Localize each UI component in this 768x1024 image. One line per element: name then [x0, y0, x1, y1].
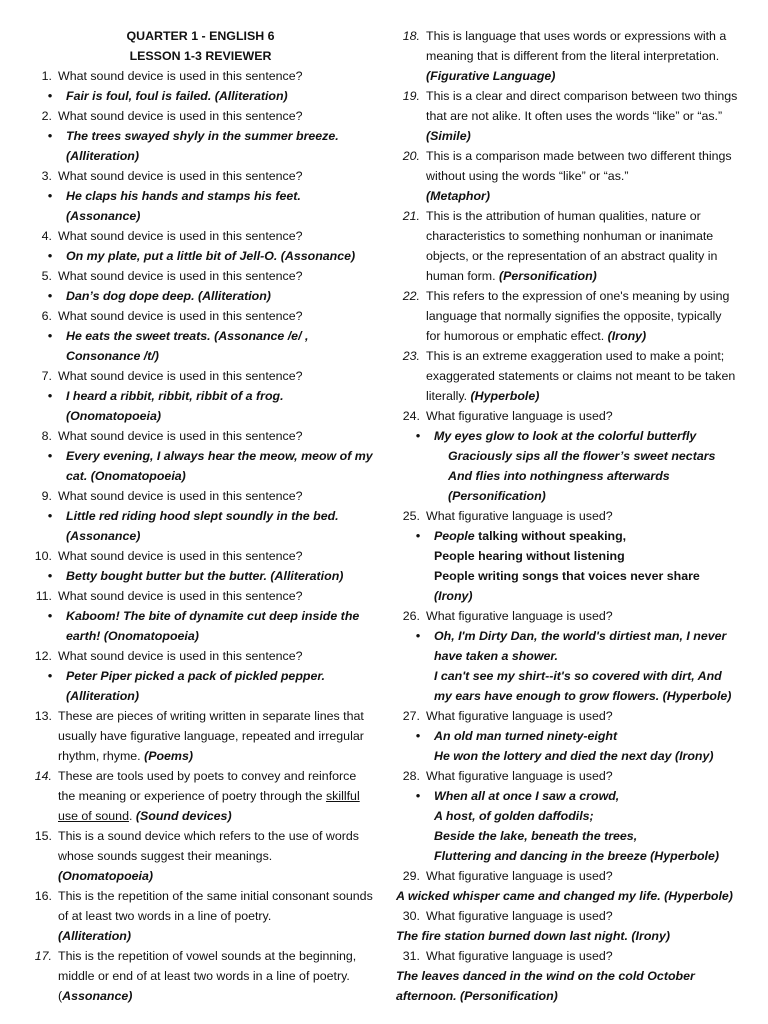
bullet-icon: • [47, 289, 53, 303]
item-number: 20. [402, 149, 420, 163]
question-12 [28, 646, 373, 666]
definition-text: These are tools used by poets to convey and reinforce the meaning or experience of poetry through the [58, 769, 357, 803]
definition-answer: (Personification) [499, 269, 597, 283]
answer-5 [28, 286, 373, 306]
item-number: 13. [34, 709, 52, 723]
definition-19 [396, 86, 738, 146]
item-number: 5. [41, 269, 52, 283]
item-number: 3. [41, 169, 52, 183]
bullet-icon: • [415, 629, 421, 643]
poem-word: People [434, 529, 475, 543]
item-number: 24. [402, 409, 420, 423]
period: . [128, 809, 133, 823]
question-text: What sound device is used in this sentence? [58, 309, 303, 323]
question-11 [28, 586, 373, 606]
item-number: 25. [402, 509, 420, 523]
poem-line: Fluttering and dancing in the breeze (Hyperbole) [434, 849, 720, 863]
question-text: What sound device is used in this sentence? [58, 549, 303, 563]
answer-4 [28, 246, 373, 266]
bullet-icon: • [415, 789, 421, 803]
item-number: 29. [402, 869, 420, 883]
page-title: QUARTER 1 - ENGLISH 6 [126, 29, 275, 43]
bullet-icon: • [47, 389, 53, 403]
bullet-icon: • [47, 669, 53, 683]
item-number: 31. [402, 949, 420, 963]
question-7 [28, 366, 373, 386]
question-1 [28, 66, 373, 86]
question-text: What sound device is used in this sentence? [58, 489, 303, 503]
item-number: 2. [41, 109, 52, 123]
definition-text: This is a clear and direct comparison between two things that are not alike. It often uses the words “like” or “as.” [426, 89, 738, 123]
example-sentence: I heard a ribbit, ribbit, ribbit of a frog. (Onomatopoeia) [66, 389, 284, 423]
poem-line: Oh, I'm Dirty Dan, the world's dirtiest man, I never have taken a shower. [434, 629, 727, 663]
definition-answer: (Figurative Language) [426, 69, 556, 83]
item-number: 10. [34, 549, 52, 563]
example-sentence: On my plate, put a little bit of Jell-O. (Assonance) [66, 249, 356, 263]
bullet-icon: • [47, 129, 53, 143]
question-text: What sound device is used in this sentence? [58, 169, 303, 183]
question-text: What sound device is used in this sentence? [58, 649, 303, 663]
example-sentence: He claps his hands and stamps his feet. (Assonance) [66, 189, 301, 223]
item-number: 23. [402, 349, 420, 363]
example-sentence: He eats the sweet treats. (Assonance /e/ , Consonance /t/) [66, 329, 309, 363]
bullet-icon: • [47, 609, 53, 623]
definition-text: This is an extreme exaggeration used to make a point; exaggerated statements or claims not meant to be taken literally. [426, 349, 736, 403]
question-31 [396, 946, 738, 966]
question-24 [396, 406, 738, 426]
definition-text: This is the repetition of the same initial consonant sounds of at least two words in a line of poetry. [58, 889, 373, 923]
poem-27 [396, 726, 738, 766]
poem-line: People hearing without listening [434, 549, 625, 563]
question-text: What sound device is used in this sentence? [58, 429, 303, 443]
answer-6 [28, 326, 373, 366]
item-number: 17. [34, 949, 52, 963]
definition-answer: (Onomatopoeia) [58, 869, 153, 883]
question-3 [28, 166, 373, 186]
bullet-icon: • [47, 329, 53, 343]
example-sentence: Little red riding hood slept soundly in the bed. (Assonance) [66, 509, 339, 543]
question-2 [28, 106, 373, 126]
question-10 [28, 546, 373, 566]
poem-line: talking without speaking, [478, 529, 627, 543]
bullet-icon: • [47, 569, 53, 583]
example-sentence: Dan’s dog dope deep. (Alliteration) [66, 289, 271, 303]
item-number: 30. [402, 909, 420, 923]
bullet-icon: • [47, 509, 53, 523]
item-number: 14. [34, 769, 52, 783]
statement-30: The fire station burned down last night. (Irony) [396, 929, 670, 943]
example-sentence: Kaboom! The bite of dynamite cut deep inside the earth! (Onomatopoeia) [66, 609, 360, 643]
definition-answer: Assonance) [62, 989, 133, 1003]
definition-text: This is language that uses words or expressions with a meaning that is different from the literal interpretation. [426, 29, 727, 63]
answer-12 [28, 666, 373, 706]
question-text: What figurative language is used? [426, 409, 613, 423]
question-text: What figurative language is used? [426, 509, 613, 523]
question-text: What figurative language is used? [426, 609, 613, 623]
example-sentence: The trees swayed shyly in the summer breeze. (Alliteration) [66, 129, 339, 163]
definition-answer: (Hyperbole) [470, 389, 540, 403]
definition-text: This is a sound device which refers to the use of words whose sounds suggest their meanings. [58, 829, 359, 863]
question-4 [28, 226, 373, 246]
question-text: What sound device is used in this sentence? [58, 229, 303, 243]
question-text: What sound device is used in this sentence? [58, 269, 303, 283]
bullet-icon: • [415, 529, 421, 543]
question-29 [396, 866, 738, 886]
answer-3 [28, 186, 373, 226]
bullet-icon: • [415, 429, 421, 443]
definition-13 [28, 706, 373, 766]
definition-answer: (Simile) [426, 129, 471, 143]
definition-22 [396, 286, 738, 346]
definition-18 [396, 26, 738, 86]
item-number: 12. [34, 649, 52, 663]
page-subtitle: LESSON 1-3 REVIEWER [129, 49, 272, 63]
definition-21 [396, 206, 738, 286]
item-number: 19. [402, 89, 420, 103]
example-sentence: Every evening, I always hear the meow, meow of my cat. (Onomatopoeia) [66, 449, 373, 483]
definition-answer: (Sound devices) [135, 809, 232, 823]
definition-14 [28, 766, 373, 826]
question-5 [28, 266, 373, 286]
question-text: What sound device is used in this sentence? [58, 369, 303, 383]
poem-line: An old man turned ninety-eight [434, 729, 618, 743]
item-number: 18. [402, 29, 420, 43]
poem-answer: (Personification) [448, 489, 546, 503]
right-column [396, 26, 738, 1006]
question-26 [396, 606, 738, 626]
statement-29: A wicked whisper came and changed my life. (Hyperbole) [396, 889, 733, 903]
definition-answer: (Metaphor) [426, 189, 491, 203]
definition-text: This is the repetition of vowel sounds at the beginning, middle or end of at least two words in a line of poetry. ( [58, 949, 357, 1003]
answer-2 [28, 126, 373, 166]
definition-15 [28, 826, 373, 886]
item-number: 6. [41, 309, 52, 323]
question-text: What figurative language is used? [426, 909, 613, 923]
poem-line: People writing songs that voices never share [434, 569, 700, 583]
left-column [28, 26, 373, 1006]
poem-answer: (Irony) [434, 589, 473, 603]
poem-line: When all at once I saw a crowd, [434, 789, 620, 803]
poem-26 [396, 626, 738, 706]
question-27 [396, 706, 738, 726]
answer-1 [28, 86, 373, 106]
question-6 [28, 306, 373, 326]
item-number: 27. [402, 709, 420, 723]
item-number: 16. [34, 889, 52, 903]
definition-answer: (Irony) [607, 329, 647, 343]
question-25 [396, 506, 738, 526]
item-number: 8. [41, 429, 52, 443]
definition-text: This refers to the expression of one's meaning by using language that normally signifies the opposite, typically for humorous or emphatic effect. [426, 289, 730, 343]
answer-7 [28, 386, 373, 426]
definition-16 [28, 886, 373, 946]
example-sentence: Peter Piper picked a pack of pickled pepper. (Alliteration) [66, 669, 325, 703]
item-number: 26. [402, 609, 420, 623]
poem-line: A host, of golden daffodils; [434, 809, 594, 823]
question-text: What figurative language is used? [426, 769, 613, 783]
question-8 [28, 426, 373, 446]
poem-line: Graciously sips all the flower’s sweet nectars [448, 449, 716, 463]
item-number: 22. [402, 289, 420, 303]
answer-8 [28, 446, 373, 486]
item-number: 28. [402, 769, 420, 783]
question-text: What sound device is used in this sentence? [58, 589, 303, 603]
bullet-icon: • [47, 449, 53, 463]
question-28 [396, 766, 738, 786]
item-number: 21. [402, 209, 420, 223]
bullet-icon: • [47, 89, 53, 103]
answer-9 [28, 506, 373, 546]
statement-31: The leaves danced in the wind on the cold October afternoon. (Personification) [396, 969, 695, 1003]
bullet-icon: • [415, 729, 421, 743]
poem-line: I can't see my shirt--it's so covered with dirt, And my ears have enough to grow flowers. (Hyperbole) [434, 669, 732, 703]
definition-text: This is a comparison made between two different things without using the words “like” or “as.” [426, 149, 732, 183]
definition-text: These are pieces of writing written in separate lines that usually have figurative language, repeated and irregular rhythm, rhyme. [58, 709, 364, 763]
answer-11 [28, 606, 373, 646]
question-text: What figurative language is used? [426, 949, 613, 963]
question-30 [396, 906, 738, 926]
definition-text: This is the attribution of human qualities, nature or characteristics to something nonhuman or inanimate objects, or the representation of an abstract quality in human form. [426, 209, 718, 283]
definition-20 [396, 146, 738, 206]
example-sentence: Fair is foul, foul is failed. (Alliteration) [66, 89, 288, 103]
item-number: 15. [34, 829, 52, 843]
item-number: 9. [41, 489, 52, 503]
definition-17 [28, 946, 373, 1006]
item-number: 4. [41, 229, 52, 243]
definition-answer: (Alliteration) [58, 929, 131, 943]
bullet-icon: • [47, 249, 53, 263]
example-sentence: Betty bought butter but the butter. (Alliteration) [66, 569, 344, 583]
poem-24 [396, 426, 738, 506]
definition-answer: (Poems) [144, 749, 193, 763]
poem-line: He won the lottery and died the next day (Irony) [434, 749, 714, 763]
definition-23 [396, 346, 738, 406]
item-number: 1. [41, 69, 52, 83]
underlined-phrase: skillful use of sound [58, 789, 360, 823]
question-text: What sound device is used in this sentence? [58, 69, 303, 83]
poem-line: And flies into nothingness afterwards [448, 469, 670, 483]
poem-25 [396, 526, 738, 606]
question-text: What figurative language is used? [426, 869, 613, 883]
answer-10 [28, 566, 373, 586]
bullet-icon: • [47, 189, 53, 203]
poem-line: My eyes glow to look at the colorful butterfly [434, 429, 697, 443]
item-number: 7. [41, 369, 52, 383]
poem-28 [396, 786, 738, 866]
question-text: What sound device is used in this sentence? [58, 109, 303, 123]
question-9 [28, 486, 373, 506]
poem-line: Beside the lake, beneath the trees, [434, 829, 638, 843]
item-number: 11. [35, 589, 52, 603]
question-text: What figurative language is used? [426, 709, 613, 723]
